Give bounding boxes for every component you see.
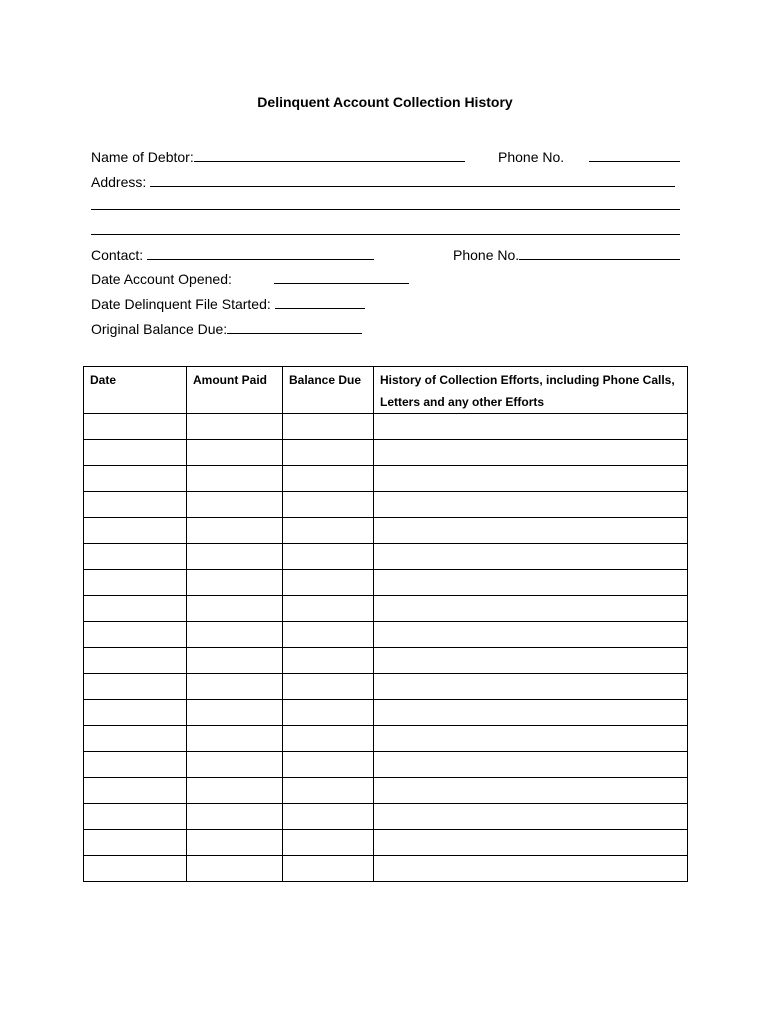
debtor-name-field[interactable]	[194, 148, 465, 162]
debtor-row	[91, 148, 465, 165]
cell-date[interactable]	[84, 726, 187, 752]
cell-date[interactable]	[84, 596, 187, 622]
phone1-label: Phone No.	[498, 149, 565, 165]
table-row	[84, 492, 688, 518]
cell-balance-due[interactable]	[283, 752, 374, 778]
cell-history[interactable]	[374, 674, 688, 700]
cell-balance-due[interactable]	[283, 700, 374, 726]
table-row	[84, 466, 688, 492]
cell-date[interactable]	[84, 700, 187, 726]
cell-date[interactable]	[84, 544, 187, 570]
cell-amount-paid[interactable]	[187, 674, 283, 700]
table-row	[84, 830, 688, 856]
cell-balance-due[interactable]	[283, 440, 374, 466]
table-row	[84, 414, 688, 440]
contact-row	[91, 246, 374, 263]
cell-amount-paid[interactable]	[187, 492, 283, 518]
cell-date[interactable]	[84, 804, 187, 830]
cell-date[interactable]	[84, 570, 187, 596]
cell-history[interactable]	[374, 726, 688, 752]
started-label: Date Delinquent File Started:	[91, 296, 271, 312]
address-field-1[interactable]	[150, 173, 675, 187]
table-row	[84, 544, 688, 570]
cell-history[interactable]	[374, 596, 688, 622]
cell-amount-paid[interactable]	[187, 544, 283, 570]
contact-label: Contact:	[91, 247, 144, 263]
cell-history[interactable]	[374, 492, 688, 518]
balance-field[interactable]	[227, 320, 362, 334]
table-row	[84, 726, 688, 752]
debtor-label: Name of Debtor:	[91, 149, 194, 165]
cell-balance-due[interactable]	[283, 414, 374, 440]
cell-date[interactable]	[84, 518, 187, 544]
cell-history[interactable]	[374, 440, 688, 466]
phone2-field[interactable]	[519, 246, 680, 260]
cell-balance-due[interactable]	[283, 648, 374, 674]
cell-date[interactable]	[84, 440, 187, 466]
header-history: History of Collection Efforts, including Phone Calls, Letters and any other Efforts	[374, 367, 688, 414]
address-field-2[interactable]	[91, 209, 680, 210]
cell-balance-due[interactable]	[283, 622, 374, 648]
cell-amount-paid[interactable]	[187, 752, 283, 778]
table-row	[84, 752, 688, 778]
cell-history[interactable]	[374, 466, 688, 492]
address-row	[91, 173, 675, 190]
table-row	[84, 700, 688, 726]
cell-date[interactable]	[84, 414, 187, 440]
balance-label: Original Balance Due:	[91, 321, 228, 337]
cell-balance-due[interactable]	[283, 466, 374, 492]
cell-history[interactable]	[374, 570, 688, 596]
cell-date[interactable]	[84, 622, 187, 648]
table-row	[84, 570, 688, 596]
table-row	[84, 648, 688, 674]
table-body	[84, 414, 688, 882]
cell-balance-due[interactable]	[283, 726, 374, 752]
cell-amount-paid[interactable]	[187, 570, 283, 596]
cell-history[interactable]	[374, 830, 688, 856]
phone1-field[interactable]	[589, 148, 680, 162]
cell-amount-paid[interactable]	[187, 778, 283, 804]
cell-amount-paid[interactable]	[187, 830, 283, 856]
cell-history[interactable]	[374, 518, 688, 544]
cell-balance-due[interactable]	[283, 544, 374, 570]
cell-date[interactable]	[84, 778, 187, 804]
cell-balance-due[interactable]	[283, 804, 374, 830]
table-row	[84, 856, 688, 882]
address-field-3[interactable]	[91, 234, 680, 235]
table-row	[84, 674, 688, 700]
cell-amount-paid[interactable]	[187, 648, 283, 674]
cell-date[interactable]	[84, 830, 187, 856]
collection-history-table	[83, 366, 688, 882]
table-row	[84, 440, 688, 466]
cell-history[interactable]	[374, 648, 688, 674]
phone2-label: Phone No.	[453, 247, 520, 263]
table-row	[84, 804, 688, 830]
header-balance-due: Balance Due	[283, 367, 374, 414]
cell-history[interactable]	[374, 804, 688, 830]
opened-row	[91, 270, 409, 287]
cell-history[interactable]	[374, 752, 688, 778]
cell-history[interactable]	[374, 700, 688, 726]
cell-amount-paid[interactable]	[187, 726, 283, 752]
form-title: Delinquent Account Collection History	[257, 94, 513, 110]
cell-balance-due[interactable]	[283, 778, 374, 804]
cell-amount-paid[interactable]	[187, 596, 283, 622]
opened-label: Date Account Opened:	[91, 271, 232, 287]
cell-balance-due[interactable]	[283, 856, 374, 882]
table-row	[84, 778, 688, 804]
cell-amount-paid[interactable]	[187, 440, 283, 466]
table-row	[84, 518, 688, 544]
contact-field[interactable]	[147, 246, 374, 260]
header-amount-paid: Amount Paid	[187, 367, 283, 414]
cell-amount-paid[interactable]	[187, 414, 283, 440]
cell-balance-due[interactable]	[283, 570, 374, 596]
balance-row	[91, 320, 362, 337]
cell-balance-due[interactable]	[283, 518, 374, 544]
cell-date[interactable]	[84, 492, 187, 518]
cell-balance-due[interactable]	[283, 492, 374, 518]
phone1-row	[498, 148, 680, 165]
table-row	[84, 622, 688, 648]
cell-history[interactable]	[374, 544, 688, 570]
cell-history[interactable]	[374, 414, 688, 440]
cell-amount-paid[interactable]	[187, 804, 283, 830]
cell-history[interactable]	[374, 778, 688, 804]
cell-date[interactable]	[84, 674, 187, 700]
cell-amount-paid[interactable]	[187, 622, 283, 648]
cell-date[interactable]	[84, 752, 187, 778]
started-field[interactable]	[275, 295, 365, 309]
cell-balance-due[interactable]	[283, 674, 374, 700]
table-header-row	[84, 367, 688, 414]
table-row	[84, 596, 688, 622]
cell-date[interactable]	[84, 856, 187, 882]
cell-date[interactable]	[84, 466, 187, 492]
cell-amount-paid[interactable]	[187, 856, 283, 882]
opened-field[interactable]	[274, 270, 409, 284]
cell-amount-paid[interactable]	[187, 700, 283, 726]
cell-balance-due[interactable]	[283, 830, 374, 856]
address-label: Address:	[91, 174, 147, 190]
started-row	[91, 295, 365, 312]
cell-amount-paid[interactable]	[187, 466, 283, 492]
phone2-row	[453, 246, 680, 263]
cell-date[interactable]	[84, 648, 187, 674]
header-date: Date	[84, 367, 187, 414]
cell-history[interactable]	[374, 856, 688, 882]
cell-balance-due[interactable]	[283, 596, 374, 622]
cell-amount-paid[interactable]	[187, 518, 283, 544]
cell-history[interactable]	[374, 622, 688, 648]
